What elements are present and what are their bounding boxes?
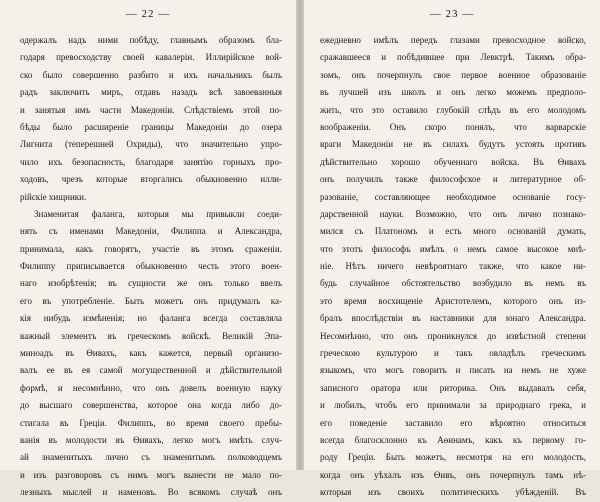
text-line: валъ ее въ ея самой могущественной и дѣйствительной bbox=[20, 365, 282, 376]
text-line: зомъ, онъ почерпнулъ свое первое военное образованіе bbox=[320, 69, 586, 80]
text-line: радъ заключить миръ, отдавъ назадъ всѣ завоеванныя bbox=[20, 87, 282, 98]
text-line: разованіе, составляющее необходимое основаніе госу- bbox=[320, 191, 586, 202]
text-line: онъ получилъ также философское и литературное об- bbox=[320, 174, 586, 185]
text-line: ско было совершенно разбито и ихъ начальникъ былъ bbox=[20, 69, 282, 80]
text-line: нять съ именами Македоніи, Филиппа и Александра, bbox=[20, 226, 282, 237]
text-line: въ лучшей изъ школъ и онъ легко можемъ предполо- bbox=[320, 87, 586, 98]
left-page bbox=[0, 0, 296, 498]
text-line: враги Македоніи не въ силахъ будутъ устоять противъ bbox=[320, 139, 586, 150]
text-line: греческою культурою и такъ овладѣлъ греческимъ bbox=[320, 348, 586, 359]
right-page bbox=[304, 0, 600, 498]
text-line: ніе. Нѣтъ ничего невѣроятнаго также, что какое ни- bbox=[320, 261, 586, 272]
text-line: Несомнѣнно, что онъ проникнулся до извѣстной степени bbox=[320, 330, 586, 341]
text-line: миноадъ въ Ѳивахъ, какъ кажется, первый организо- bbox=[20, 348, 282, 359]
page-number: — 23 — bbox=[429, 8, 475, 20]
text-line: дѣйствительно хорошо обученнаго войска. Въ Ѳивахъ bbox=[320, 156, 586, 167]
text-line: мился съ Платономъ и есть много основаній думать, bbox=[320, 226, 586, 237]
text-line: формѣ, и несомнѣнно, что онъ довелъ военную науку bbox=[20, 382, 282, 393]
paragraph bbox=[20, 206, 282, 502]
text-line: Лигнита (теперешней Охриды), что значительно упро- bbox=[20, 139, 282, 150]
text-line: бѣды было расширеніе границы Македоніи до озера bbox=[20, 121, 282, 132]
text-line: и занятыя имъ части Македоніи. Слѣдствіемъ этой по- bbox=[20, 104, 282, 115]
text-line: сражавшееся и побѣдившее при Левктрѣ. Такимъ обра- bbox=[320, 52, 586, 63]
text-line: дарственной науки. Возможно, что онъ лично познако- bbox=[320, 208, 586, 219]
page-body bbox=[20, 32, 282, 502]
text-line: ванія въ молодости въ Ѳивахъ, легко могъ имѣть случ- bbox=[20, 434, 282, 445]
text-line: Знаменитая фаланга, которыя мы привыкли соеди- bbox=[34, 208, 282, 219]
text-line: одержалъ надъ ними побѣду, главнымъ образомъ бла- bbox=[20, 35, 282, 45]
text-line: роду Греціи. Быть можетъ, несмотря на его молодость, bbox=[320, 452, 586, 463]
text-line: до высшаго совершенства, которое она когда либо до- bbox=[20, 400, 282, 411]
text-line: и любилъ, чтобъ его принимали за природнаго грека, и bbox=[320, 400, 586, 411]
text-line: что этотъ философъ имѣлъ о немъ самое высокое мнѣ- bbox=[320, 243, 586, 254]
text-line: ай знаменитыхъ лично съ знаменитымъ полководцемъ bbox=[20, 452, 282, 463]
text-line: его поведеніе заставило его вѣроятно относиться bbox=[320, 417, 586, 428]
text-line: воображеніи. Онъ скоро понялъ, что варварскіе bbox=[320, 121, 586, 132]
text-line: стигала въ Греціи. Филиппъ, во время своего пребы- bbox=[20, 417, 282, 428]
text-line: которыя изъ своихъ политическихъ убѣжденій. Въ bbox=[320, 487, 586, 498]
text-line: наго изобрѣтенія; въ сущности же онъ только ввелъ bbox=[20, 278, 282, 289]
text-line: когда онъ уѣхалъ изъ Ѳивъ, онъ почерпнулъ тамъ нѣ- bbox=[320, 469, 586, 480]
text-line: ходовъ, чрезъ которые вторгались обыкновенно илли- bbox=[20, 174, 282, 185]
text-line: жить, что это оставило глубокій слѣдъ въ его молодомъ bbox=[320, 104, 586, 115]
text-line: и изъ разговоровъ съ нимъ могъ вынести не мало по- bbox=[20, 469, 282, 480]
text-line: годаря превосходству своей кавалеріи. Иллирійское вой- bbox=[20, 52, 282, 63]
text-line: ежедневно имѣлъ передъ глазами превосходное войско, bbox=[320, 35, 586, 45]
text-line: будь случайное обстоятельство возбудило въ немъ въ bbox=[320, 278, 586, 289]
text-line: это время восхищеніе Аристотелемъ, которого онъ из- bbox=[320, 295, 586, 306]
text-line: Филиппу приписывается обыкновенно честь этого воен- bbox=[20, 261, 282, 272]
text-line: чило ихъ безопасность, благодаря занятію горныхъ про- bbox=[20, 156, 282, 167]
text-line: принимала, какъ говорятъ, участіе въ этомъ сраженіи. bbox=[20, 243, 282, 254]
text-line: бралъ впослѣдствіи въ наставники для юнаго Александра. bbox=[320, 313, 586, 324]
paragraph bbox=[320, 32, 586, 502]
text-line: лезныхъ мыслей и наменовъ. Во всякомъ случаѣ онъ bbox=[20, 487, 282, 498]
paragraph bbox=[20, 32, 282, 206]
text-line: важный элементъ въ греческомъ войскѣ. Великій Эпа- bbox=[20, 330, 282, 341]
page-number: — 22 — bbox=[125, 8, 171, 20]
book-gutter bbox=[296, 0, 304, 470]
text-line: записного оратора или риторика. Онъ выдавалъ себя, bbox=[320, 382, 586, 393]
text-line: всегда благосклонно къ Аѳинамъ, какъ къ первому го- bbox=[320, 434, 586, 445]
text-line: рійскіе хищники. bbox=[20, 191, 87, 202]
page-body bbox=[320, 32, 586, 502]
text-line: его въ употребленіе. Быть можетъ онъ придумалъ ка- bbox=[20, 295, 282, 306]
text-line: кія нибудь измѣненія; но фаланга всегда составляла bbox=[20, 313, 282, 324]
text-line: языкомъ, что могъ говорить и писать на немъ не хуже bbox=[320, 365, 586, 376]
